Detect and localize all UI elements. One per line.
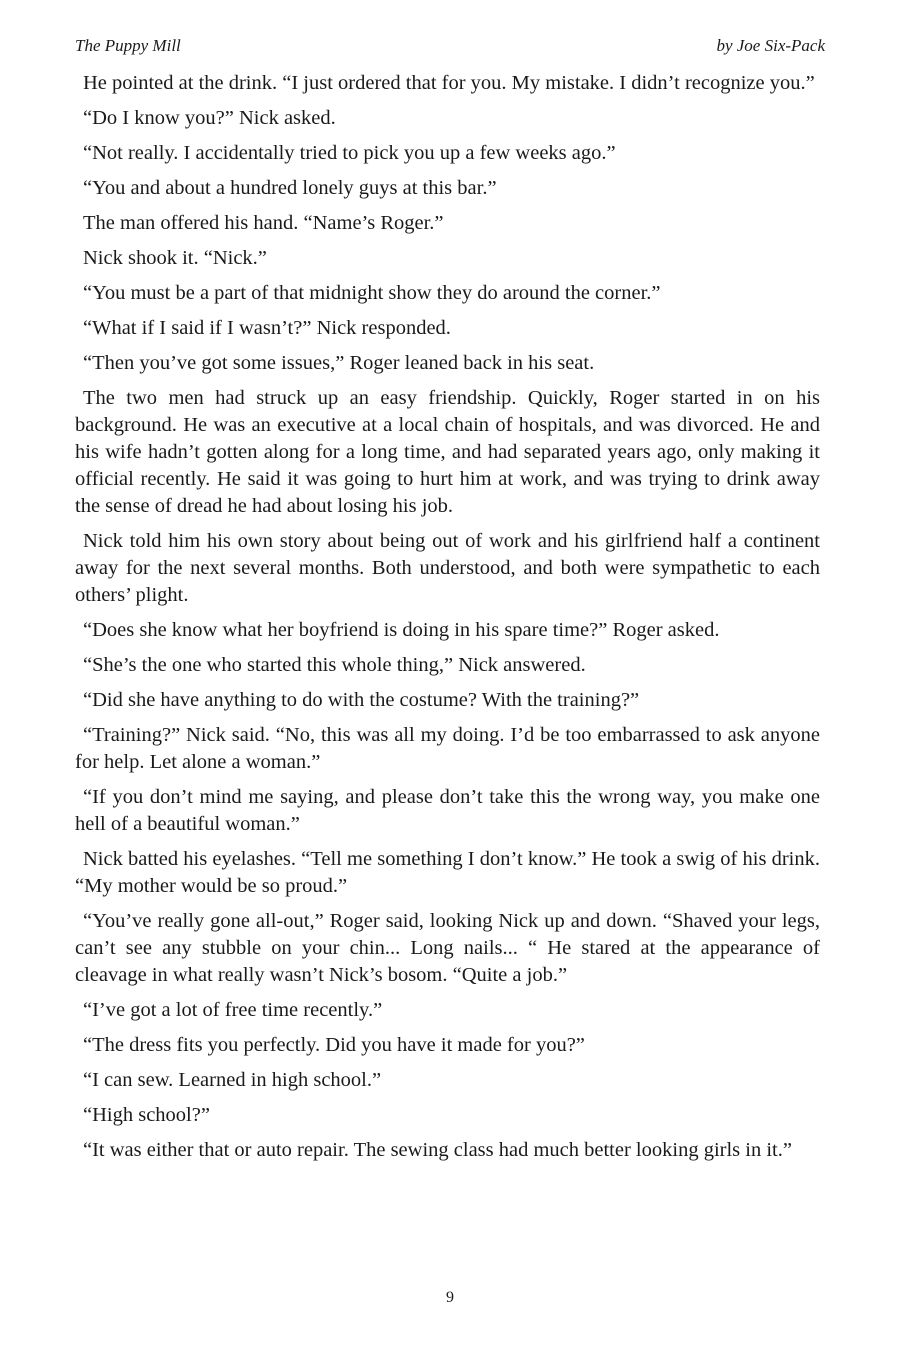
paragraph: “Does she know what her boyfriend is doing in his spare time?” Roger asked. — [83, 619, 720, 641]
paragraph: The two men had struck up an easy friendship. Quickly, Roger started in on his background. He was an executive at a local chain of hospitals, and was divorced. He and his wife hadn’t gotten along for a long time, and had separated years ago, only making it official recently. He said it was going to hurt him at work, and was trying to drink away the sense of dread he had about losing his job. — [75, 387, 820, 517]
paragraph: “I can sew. Learned in high school.” — [83, 1069, 382, 1091]
page-number: 9 — [446, 1289, 454, 1306]
paragraph: “Do I know you?” Nick asked. — [83, 107, 336, 129]
paragraph: “Did she have anything to do with the costume? With the training?” — [83, 689, 640, 711]
book-author: by Joe Six-Pack — [716, 36, 825, 55]
page-body — [75, 70, 820, 1172]
paragraph: “You and about a hundred lonely guys at this bar.” — [83, 177, 497, 199]
paragraph: “You must be a part of that midnight show they do around the corner.” — [83, 282, 661, 304]
paragraph: “I’ve got a lot of free time recently.” — [83, 999, 383, 1021]
paragraph: He pointed at the drink. “I just ordered that for you. My mistake. I didn’t recognize you.” — [83, 72, 815, 94]
book-title: The Puppy Mill — [75, 36, 181, 55]
paragraph: “Training?” Nick said. “No, this was all my doing. I’d be too embarrassed to ask anyone for help. Let alone a woman.” — [75, 724, 820, 773]
paragraph: “You’ve really gone all-out,” Roger said, looking Nick up and down. “Shaved your legs, can’t see any stubble on your chin... Long nails... “ He stared at the appearance of cleavage in what really wasn’t Nick’s bosom. “Quite a job.” — [75, 910, 820, 986]
running-header — [75, 36, 825, 56]
paragraph: The man offered his hand. “Name’s Roger.” — [83, 212, 444, 234]
paragraph: “It was either that or auto repair. The sewing class had much better looking girls in it.” — [83, 1139, 792, 1161]
paragraph: “Then you’ve got some issues,” Roger leaned back in his seat. — [83, 352, 595, 374]
paragraph: “She’s the one who started this whole thing,” Nick answered. — [83, 654, 586, 676]
paragraph: Nick told him his own story about being out of work and his girlfriend half a continent away for the next several months. Both understood, and both were sympathetic to each others’ plight. — [75, 530, 820, 606]
paragraph: “What if I said if I wasn’t?” Nick responded. — [83, 317, 451, 339]
paragraph: “If you don’t mind me saying, and please don’t take this the wrong way, you make one hell of a beautiful woman.” — [75, 786, 820, 835]
paragraph: “High school?” — [83, 1104, 210, 1126]
paragraph: “The dress fits you perfectly. Did you have it made for you?” — [83, 1034, 585, 1056]
paragraph: Nick batted his eyelashes. “Tell me something I don’t know.” He took a swig of his drink. “My mother would be so proud.” — [75, 848, 820, 897]
paragraph: “Not really. I accidentally tried to pick you up a few weeks ago.” — [83, 142, 616, 164]
paragraph: Nick shook it. “Nick.” — [83, 247, 267, 269]
